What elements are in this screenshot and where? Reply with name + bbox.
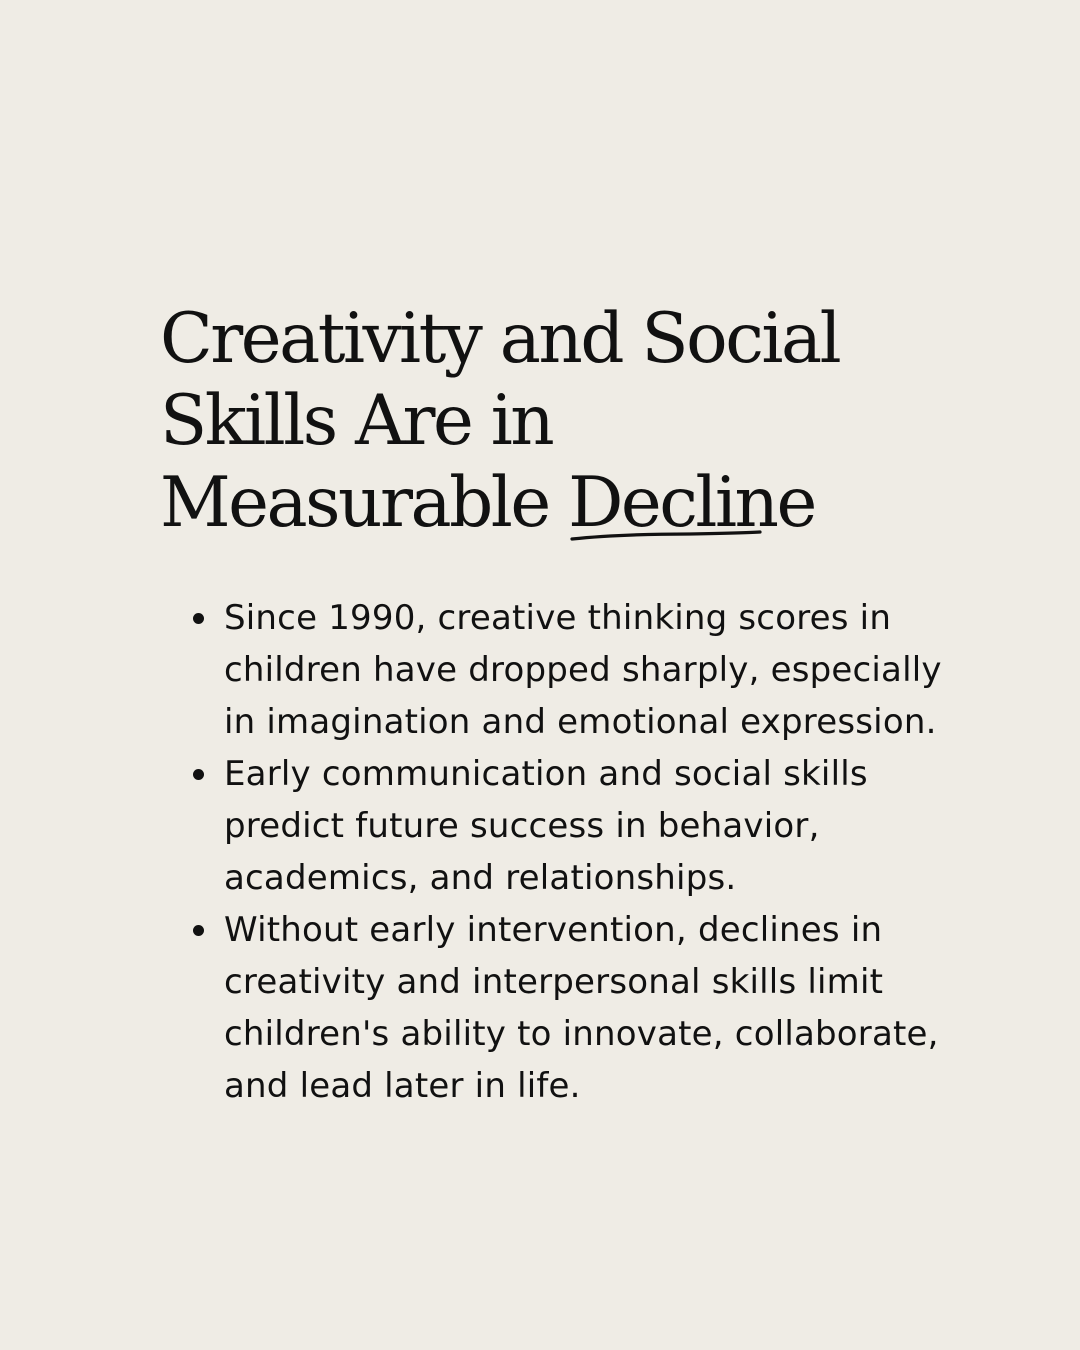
bullet-item [190,904,950,1112]
bullet-dot-icon [193,613,204,624]
bullet-dot-icon [193,769,204,780]
slide-title [160,298,940,544]
title-line-2: Skills Are in [160,381,553,461]
title-line-3 [160,462,940,544]
brush-underline-icon [570,530,762,544]
bullet-text: Without early intervention, declines in creativity and interpersonal skills limit children's ability to innovate, collaborate, and lead later in life. [224,910,939,1106]
title-emphasis-word: Decline [568,463,815,543]
title-line-3-prefix: Measurable [160,463,569,543]
title-line-1: Creativity and Social [160,299,840,379]
bullet-text: Since 1990, creative thinking scores in children have dropped sharply, especially in imagination and emotional expression. [224,598,942,742]
bullet-item [190,592,950,748]
bullet-text: Early communication and social skills predict future success in behavior, academics, and relationships. [224,754,868,898]
title-emphasis [568,462,815,544]
bullet-list [190,592,950,1112]
bullet-item [190,748,950,904]
bullet-dot-icon [193,925,204,936]
